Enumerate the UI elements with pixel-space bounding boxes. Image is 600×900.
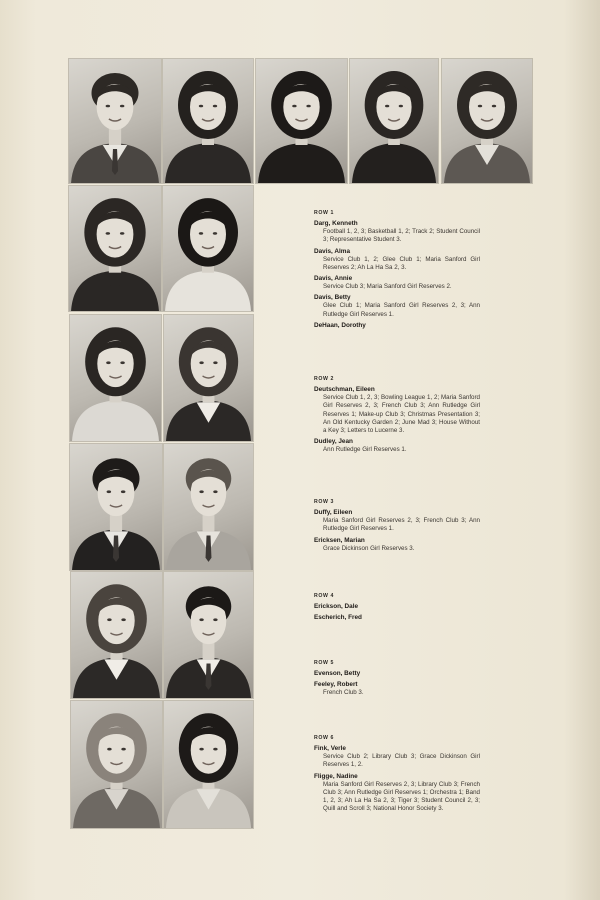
row-label: ROW 5 <box>314 660 335 666</box>
portrait-photo <box>70 315 161 441</box>
portrait-eye <box>107 490 111 493</box>
portrait-silhouette <box>350 59 438 183</box>
portrait-eye <box>213 618 217 621</box>
portrait-silhouette <box>70 444 162 570</box>
portrait-silhouette <box>442 59 532 183</box>
portrait-eye <box>199 361 203 364</box>
portrait-eye <box>121 490 125 493</box>
portrait-eye <box>213 748 217 751</box>
portrait-eye <box>213 490 217 493</box>
student-activities: Service Club 2; Library Club 3; Grace Dickinson Girl Reserves 1, 2. <box>323 753 480 769</box>
student-entry <box>314 614 480 622</box>
student-entry <box>314 681 480 697</box>
portrait-photo <box>163 59 253 183</box>
student-activities: Football 1, 2, 3; Basketball 1, 2; Track 2; Student Council 3; Representative Student 3. <box>323 228 480 244</box>
portrait-necktie <box>112 149 118 175</box>
row-label: ROW 1 <box>314 210 335 216</box>
portrait-silhouette <box>164 444 253 570</box>
student-name: Escherich, Fred <box>314 614 362 621</box>
portrait-eye <box>385 105 389 108</box>
portrait-eye <box>199 618 203 621</box>
portrait-eye <box>106 232 110 235</box>
portrait-eye <box>107 748 111 751</box>
student-activities: Service Club 3; Maria Sanford Girl Reserves 2. <box>323 283 452 291</box>
student-entry <box>314 537 480 553</box>
student-name: Duffy, Eileen <box>314 509 353 516</box>
portrait-photo <box>164 701 253 828</box>
portrait-photo <box>69 59 161 183</box>
student-activities: Glee Club 1; Maria Sanford Girl Reserves 2, 3; Ann Rutledge Girl Reserves 1. <box>323 302 480 318</box>
student-activities: Ann Rutledge Girl Reserves 1. <box>323 446 407 454</box>
student-entry <box>314 745 480 770</box>
student-entry <box>314 438 480 454</box>
portrait-eye <box>292 105 296 108</box>
portrait-eye <box>478 105 482 108</box>
student-entry <box>314 670 480 678</box>
student-name: Evenson, Betty <box>314 670 361 677</box>
portrait-silhouette <box>71 701 162 828</box>
student-activities: Service Club 1, 2; Glee Club 1; Maria Sanford Girl Reserves 2; Ah La Ha Sa 2, 3. <box>323 255 480 271</box>
portrait-photo <box>350 59 438 183</box>
portrait-eye <box>107 618 111 621</box>
student-entry <box>314 294 480 319</box>
portrait-silhouette <box>69 59 161 183</box>
row-label: ROW 4 <box>314 593 335 599</box>
student-entry <box>314 773 480 814</box>
row-1-block <box>314 210 480 333</box>
student-entry <box>314 603 480 611</box>
portrait-eye <box>121 618 125 621</box>
student-name: Darg, Kenneth <box>314 220 358 227</box>
portrait-photo <box>163 186 253 311</box>
student-activities: French Club 3. <box>323 689 364 696</box>
student-name: Feeley, Robert <box>314 681 358 688</box>
row-2-block <box>314 376 480 458</box>
portrait-photo <box>442 59 532 183</box>
portrait-photo <box>69 186 161 311</box>
portrait-silhouette <box>71 572 162 698</box>
portrait-eye <box>120 232 124 235</box>
student-entry <box>314 386 480 435</box>
student-entry <box>314 509 480 534</box>
portrait-eye <box>199 105 203 108</box>
portrait-eye <box>399 105 403 108</box>
row-5-block <box>314 660 480 700</box>
student-activities: Service Club 1, 2, 3; Bowling League 1, 2; Maria Sanford Girl Reserves 2, 3; French Club 3; Ann Rutledge Girl Reserves 1; Make-up Club 3; Christmas Presentation 3; An Old Kentucky Garden 2; June Mad 3; House Without a Key 3; Letters to Lucerne 3. <box>323 394 480 435</box>
portrait-necktie <box>113 535 119 561</box>
portrait-silhouette <box>163 59 253 183</box>
student-entry <box>314 248 480 273</box>
student-name: Fligge, Nadine <box>314 772 358 780</box>
student-name: Deutschman, Eileen <box>314 386 375 393</box>
portrait-eye <box>306 105 310 108</box>
portrait-eye <box>106 105 110 108</box>
student-activities: Grace Dickinson Girl Reserves 3. <box>323 544 415 552</box>
portrait-eye <box>120 361 124 364</box>
portrait-silhouette <box>70 315 161 441</box>
student-name: Davis, Betty <box>314 294 351 302</box>
portrait-eye <box>199 748 203 751</box>
row-4-block <box>314 593 480 625</box>
portrait-silhouette <box>164 572 253 698</box>
student-activities: Maria Sanford Girl Reserves 2, 3; French Club 3; Ann Rutledge Girl Reserves 1. <box>323 517 480 533</box>
portrait-eye <box>213 105 217 108</box>
portrait-silhouette <box>164 315 253 441</box>
portrait-photo <box>256 59 347 183</box>
portrait-eye <box>199 490 203 493</box>
student-name: Fink, Verle <box>314 745 346 752</box>
portrait-eye <box>213 232 217 235</box>
row-3-block <box>314 499 480 556</box>
portrait-photo <box>71 701 162 828</box>
student-entry <box>314 220 480 245</box>
row-label: ROW 3 <box>314 499 335 505</box>
student-name: Erickson, Dale <box>314 603 359 610</box>
student-name: Davis, Annie <box>314 275 353 283</box>
row-label: ROW 6 <box>314 735 335 741</box>
student-entry <box>314 275 480 291</box>
portrait-photo <box>71 572 162 698</box>
student-name: Dudley, Jean <box>314 438 353 446</box>
portrait-silhouette <box>256 59 347 183</box>
portrait-eye <box>492 105 496 108</box>
portrait-photo <box>164 444 253 570</box>
student-name: DeHaan, Dorothy <box>314 322 366 330</box>
portrait-photo <box>164 315 253 441</box>
portrait-photo <box>70 444 162 570</box>
portrait-necktie <box>206 663 212 689</box>
row-6-block <box>314 735 480 817</box>
student-name: Davis, Alma <box>314 247 350 255</box>
portrait-photo <box>164 572 253 698</box>
student-entry <box>314 322 480 330</box>
portrait-silhouette <box>69 186 161 311</box>
portrait-necktie <box>206 535 212 561</box>
portrait-silhouette <box>164 701 253 828</box>
portrait-eye <box>120 105 124 108</box>
student-activities: Maria Sanford Girl Reserves 2, 3; Library Club 3; French Club 3; Ann Rutledge Girl Reserves 1; Orchestra 1; Band 1, 2, 3; Ah La Ha Sa 2, 3; Tiger 3; Student Council 2, 3; Quill and Scroll 3; National Honor Society 3. <box>323 780 480 813</box>
student-name: Ericksen, Marian <box>314 536 365 544</box>
portrait-eye <box>106 361 110 364</box>
portrait-eye <box>121 748 125 751</box>
portrait-silhouette <box>163 186 253 311</box>
portrait-eye <box>199 232 203 235</box>
row-label: ROW 2 <box>314 376 335 382</box>
portrait-eye <box>213 361 217 364</box>
